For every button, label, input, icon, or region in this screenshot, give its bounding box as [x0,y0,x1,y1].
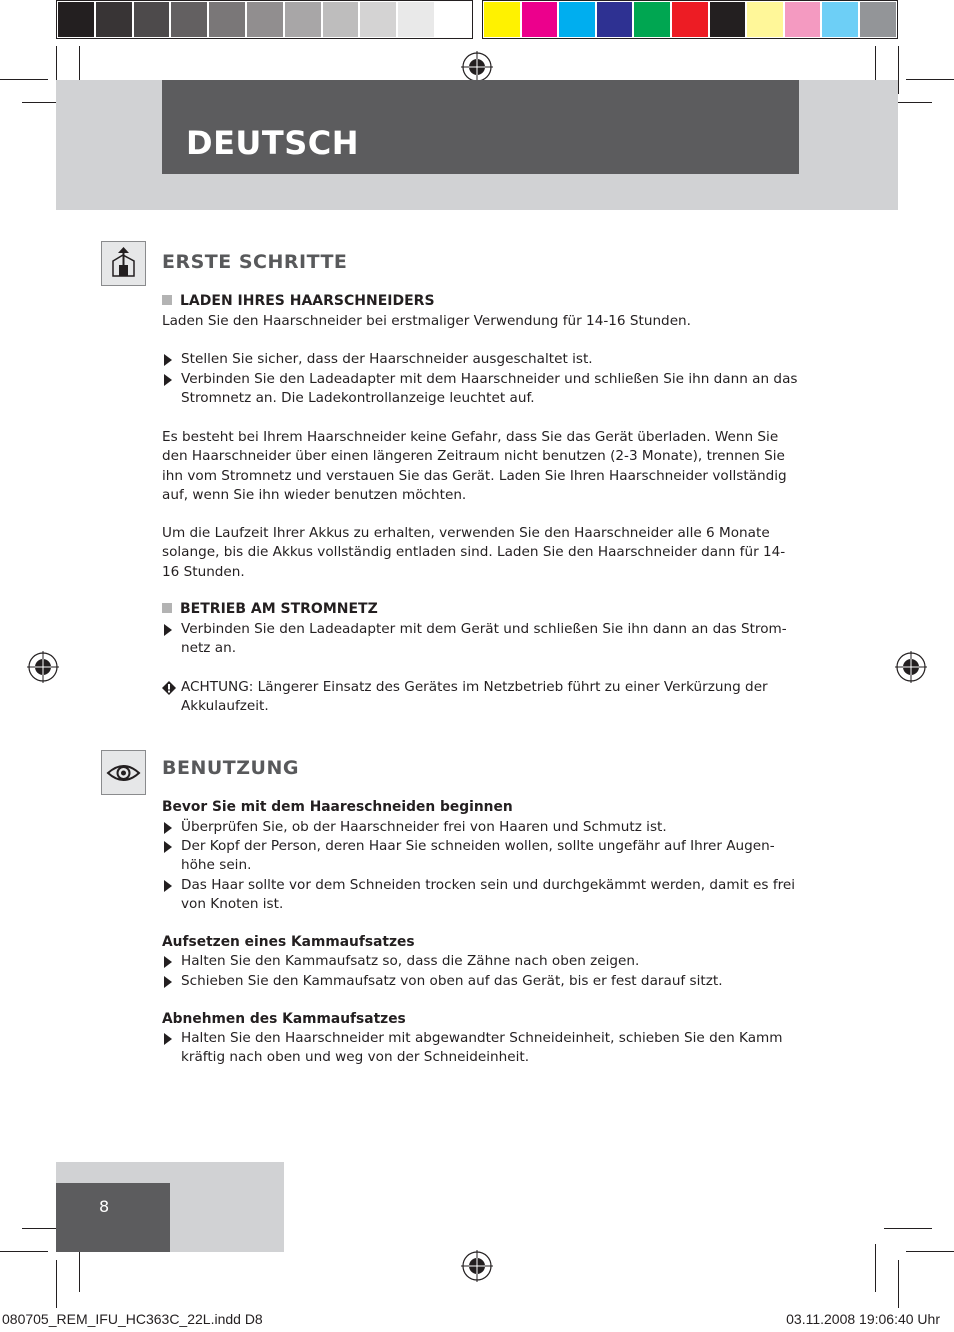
list-item [162,350,802,369]
color-swatch [209,2,245,37]
arrow-bullet-icon [164,841,172,853]
registration-mark-icon [461,1250,493,1282]
arrow-bullet-icon [164,624,172,636]
color-swatch [559,2,595,37]
arrow-bullet-icon [164,956,172,968]
list-item [162,620,802,659]
list-item-text: Verbinden Sie den Ladeadapter mit dem Gerät und schließen Sie ihn dann an das Strom-netz an. [181,621,787,657]
list-item-text: Der Kopf der Person, deren Haar Sie schneiden wollen, sollte ungefähr auf Ihrer Augen-höhe sein. [181,838,775,874]
slug-filename: 080705_REM_IFU_HC363C_22L.indd D8 [2,1311,263,1327]
arrow-bullet-icon [164,822,172,834]
color-swatch [522,2,558,37]
slug-timestamp: 03.11.2008 19:06:40 Uhr [786,1311,940,1327]
color-swatch [398,2,434,37]
arrow-bullet-icon [164,374,172,386]
subheading-betrieb-label: BETRIEB AM STROMNETZ [180,601,378,617]
list-item-text: Halten Sie den Kammaufsatz so, dass die Zähne nach oben zeigen. [181,953,640,969]
registration-mark-icon [27,651,59,683]
list-item [162,1029,802,1068]
list-item-text: Verbinden Sie den Ladeadapter mit dem Haarschneider und schließen Sie ihn dann an das Stromnetz an. Die Ladekontrollanzeige leuchtet auf. [181,371,798,407]
arrow-bullet-icon [164,1033,172,1045]
box-arrow-icon [101,241,146,286]
list-item [162,972,802,991]
section-title-erste-schritte: ERSTE SCHRITTE [162,251,348,273]
color-swatch [58,2,94,37]
page-title: DEUTSCH [186,124,360,162]
list-item-text: Schieben Sie den Kammaufsatz von oben auf das Gerät, bis er fest darauf sitzt. [181,973,723,989]
color-swatch [484,2,520,37]
color-swatch [710,2,746,37]
arrow-bullet-icon [164,354,172,366]
footer-box [56,1183,170,1252]
color-swatch [134,2,170,37]
list-item [162,837,802,876]
section-title-benutzung: BENUTZUNG [162,757,299,779]
color-swatch [360,2,396,37]
registration-mark-icon [895,651,927,683]
square-bullet-icon [162,295,172,305]
subheading-aufsetzen: Aufsetzen eines Kammaufsatzes [162,934,415,950]
registration-mark-icon [461,51,493,83]
warning-text: ACHTUNG: Längerer Einsatz des Gerätes im Netzbetrieb führt zu einer Verkürzung der Akkulaufzeit. [181,679,768,715]
square-bullet-icon [162,603,172,613]
color-swatch [436,2,472,37]
warning-icon [162,681,176,695]
arrow-bullet-icon [164,880,172,892]
list-item [162,952,802,971]
eye-icon [101,750,146,795]
color-swatch [747,2,783,37]
arrow-bullet-icon [164,976,172,988]
list-item [162,818,802,837]
subheading-laden-label: LADEN IHRES HAARSCHNEIDERS [180,293,435,309]
subheading-bevor: Bevor Sie mit dem Haareschneiden beginnen [162,799,513,815]
subheading-betrieb [162,601,378,617]
color-swatch [634,2,670,37]
color-swatch [171,2,207,37]
color-swatch [822,2,858,37]
laden-intro: Laden Sie den Haarschneider bei erstmaliger Verwendung für 14-16 Stunden. [162,313,691,329]
color-swatch [323,2,359,37]
list-item-text: Halten Sie den Haarschneider mit abgewandter Schneideinheit, schieben Sie den Kamm kräftig nach oben und weg von der Schneideinheit. [181,1030,783,1066]
list-item [162,876,802,915]
subheading-laden [162,293,435,309]
color-swatch [285,2,321,37]
color-swatch [96,2,132,37]
color-swatch [247,2,283,37]
list-item-text: Überprüfen Sie, ob der Haarschneider frei von Haaren und Schmutz ist. [181,819,667,835]
list-item-text: Das Haar sollte vor dem Schneiden trocken sein und durchgekämmt werden, damit es frei von Knoten ist. [181,877,796,913]
color-swatch [672,2,708,37]
page-number: 8 [99,1197,110,1216]
paragraph: Um die Laufzeit Ihrer Akkus zu erhalten, verwenden Sie den Haarschneider alle 6 Monate solange, bis die Akkus vollständig entladen sind. Laden Sie den Haarschneider dann für 14-16 Stunden. [162,525,786,580]
list-item [162,370,802,409]
color-swatch [597,2,633,37]
list-item-text: Stellen Sie sicher, dass der Haarschneider ausgeschaltet ist. [181,351,593,367]
warning-note [162,678,802,717]
subheading-abnehmen: Abnehmen des Kammaufsatzes [162,1011,406,1027]
paragraph: Es besteht bei Ihrem Haarschneider keine Gefahr, dass Sie das Gerät überladen. Wenn Sie den Haarschneider über einen längeren Zeitraum nicht benutzen (2-3 Monate), trennen Sie ihn vom Stromnetz und verstauen Sie das Gerät. Laden Sie Ihren Haarschneider vollständig auf, wenn Sie ihn wieder benutzen möchten. [162,429,787,503]
color-swatch [860,2,896,37]
color-swatch [785,2,821,37]
